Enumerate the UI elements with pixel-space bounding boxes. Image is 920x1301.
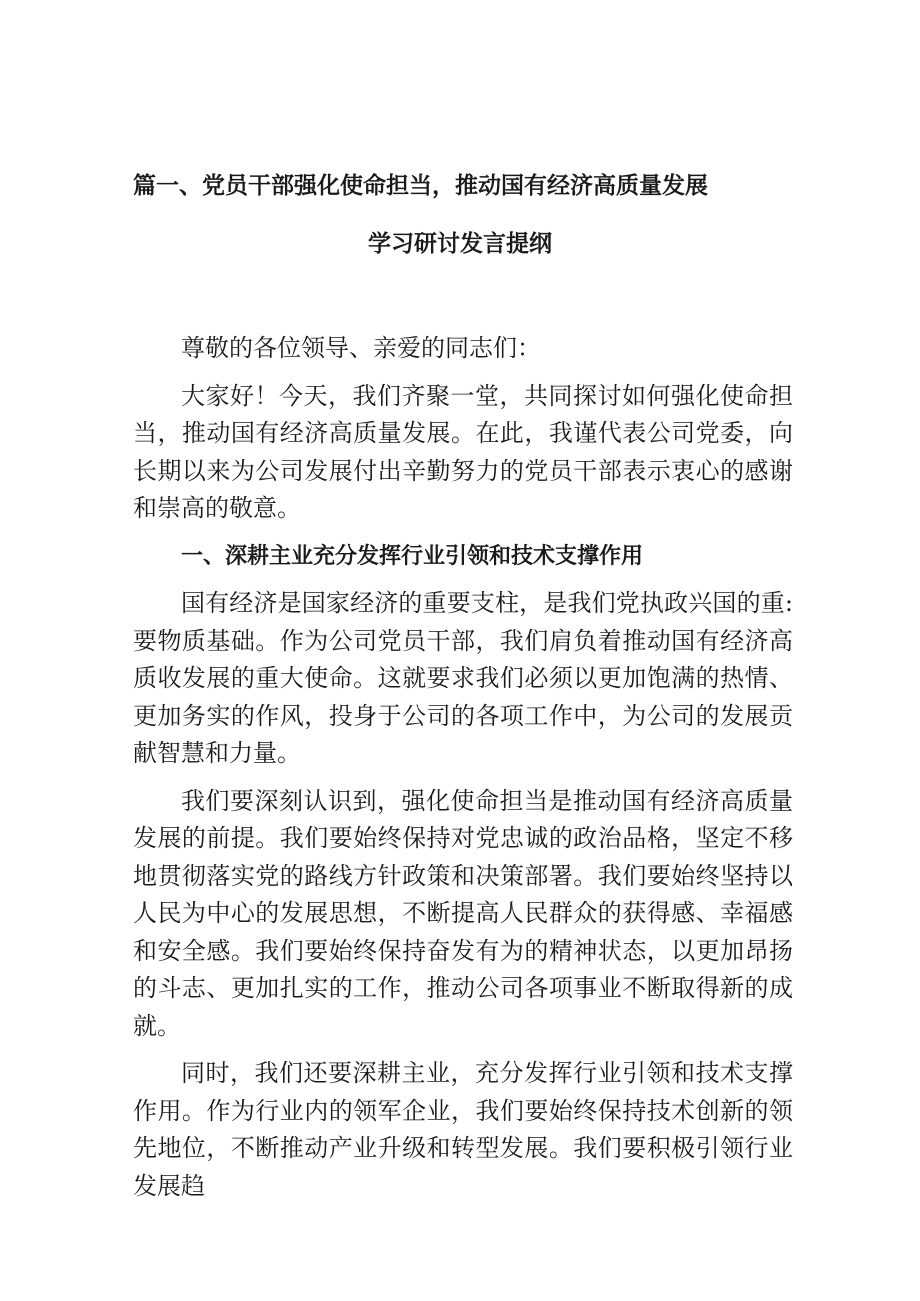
body-paragraph: 大家好！今天，我们齐聚一堂，共同探讨如何强化使命担当，推动国有经济高质量发展。在此，我谨代表公司党委，向长期以来为公司发展付出辛勤努力的党员干部表示衷心的感谢和崇高的敬意。 (133, 381, 793, 522)
document-subtitle: 学习研讨发言提纲 (368, 231, 552, 257)
salutation: 尊敬的各位领导、亲爱的同志们： (181, 334, 541, 362)
body-paragraph: 国有经济是国家经济的重要支柱，是我们党执政兴国的重:要物质基础。作为公司党员干部，我们肩负着推动国有经济高质收发展的重大使命。这就要求我们必须以更加饱满的热情、更加务实的作风，投身于公司的各项工作中，为公司的发展贡献智慧和力量。 (133, 589, 793, 767)
document-body (133, 330, 793, 1215)
body-paragraph: 同时，我们还要深耕主业，充分发挥行业引领和技术支撑作用。作为行业内的领军企业，我们要始终保持技术创新的领先地位，不断推动产业升级和转型发展。我们要积极引领行业发展趋 (133, 1059, 793, 1200)
document-title: 篇一、党员干部强化使命担当，推动国有经济高质量发展 (133, 173, 708, 199)
body-paragraph: 我们要深刻认识到，强化使命担当是推动国有经济高质量发展的前提。我们要始终保持对党忠诚的政治品格，坚定不移地贯彻落实党的路线方针政策和决策部署。我们要始终坚持以人民为中心的发展思想，不断提高人民群众的获得感、幸福感和安全感。我们要始终保持奋发有为的精神状态，以更加昂扬的斗志、更加扎实的工作，推动公司各项事业不断取得新的成就。 (133, 786, 793, 1040)
section-heading: 一、深耕主业充分发挥行业引领和技术支撑作用 (181, 543, 644, 569)
